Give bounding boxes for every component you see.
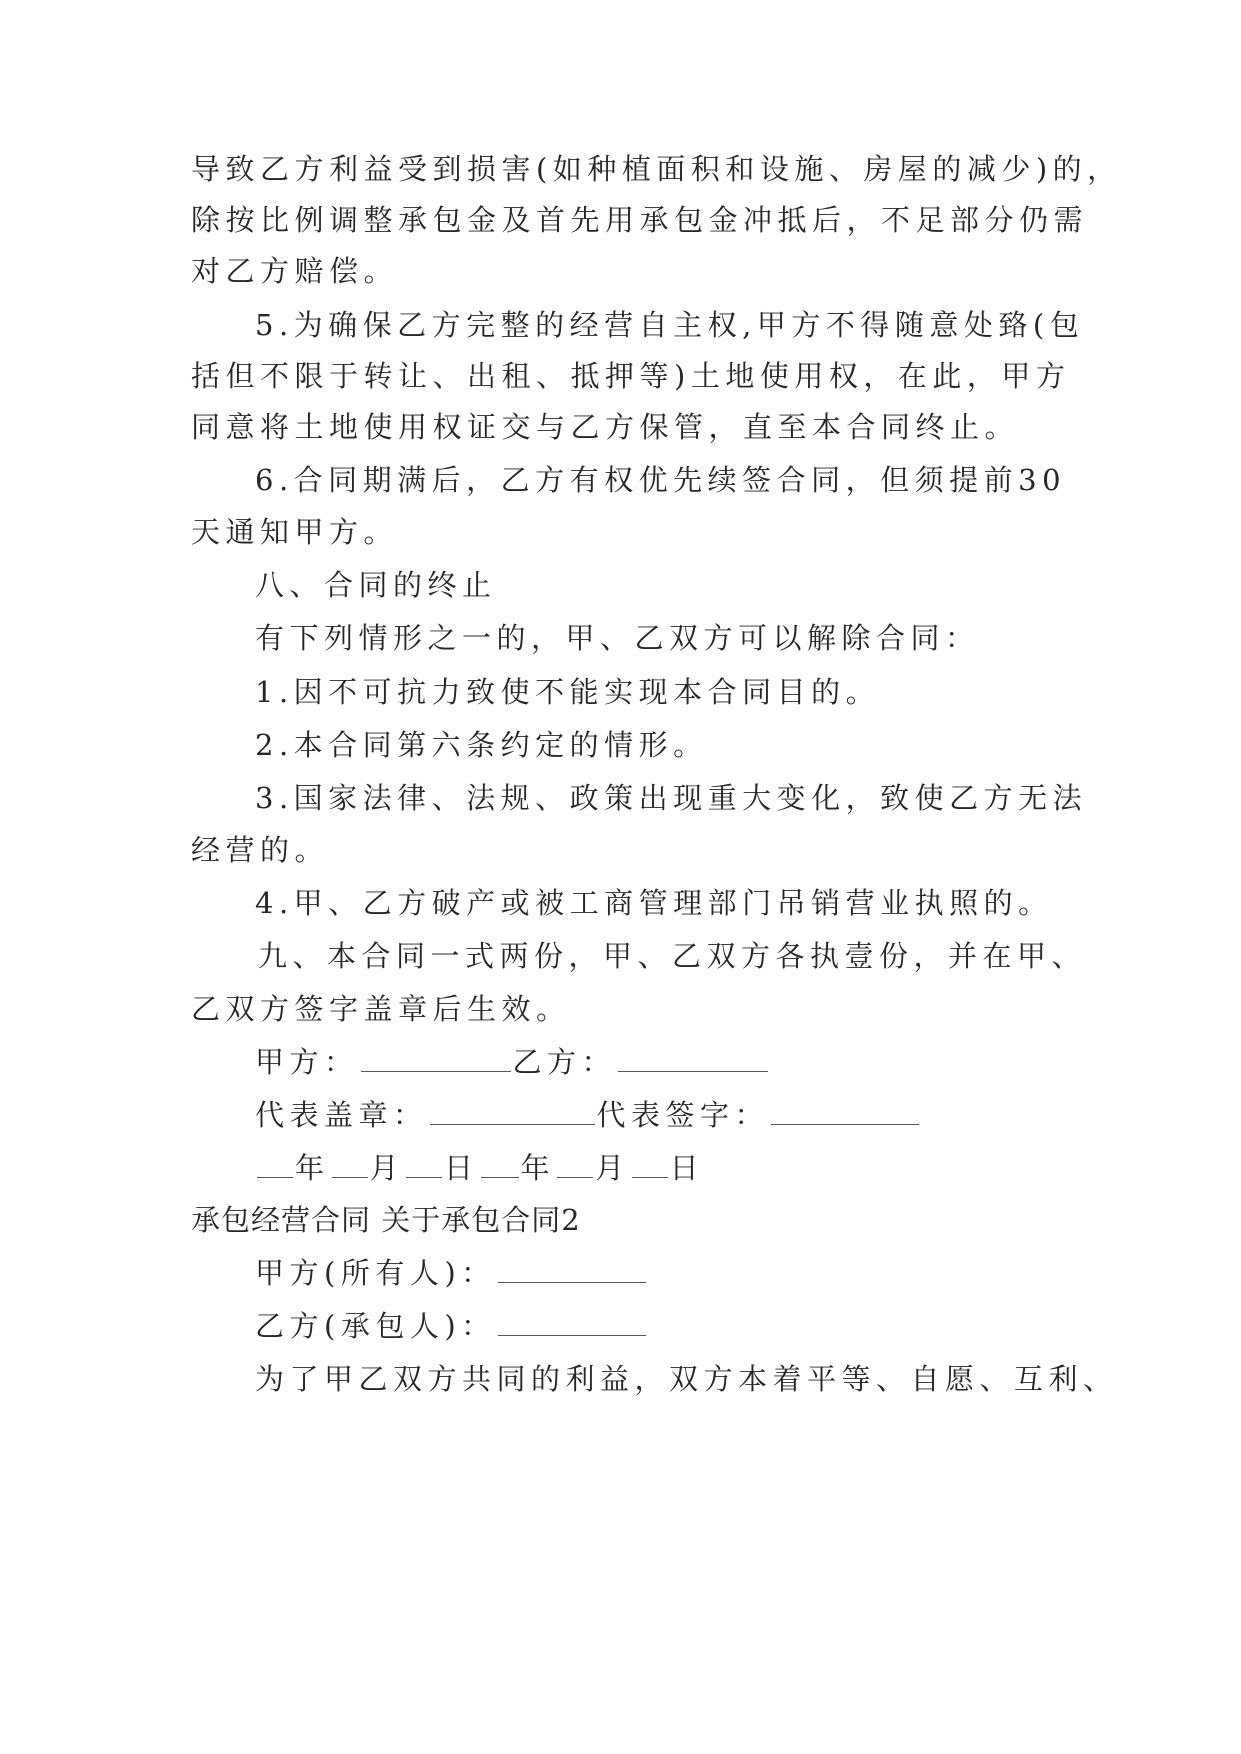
rep-seal-blank bbox=[430, 1100, 595, 1125]
termination-item-3-line-2: 经营的。 bbox=[191, 833, 330, 867]
owner-blank bbox=[498, 1258, 646, 1283]
party-a-label: 甲方： bbox=[255, 1045, 359, 1079]
owner-line bbox=[255, 1253, 648, 1293]
section-title: 承包经营合同 关于承包合同2 bbox=[191, 1203, 581, 1237]
contractor-line bbox=[255, 1306, 648, 1346]
month-blank-a bbox=[332, 1153, 368, 1178]
day-blank-b bbox=[632, 1153, 668, 1178]
contractor-label: 乙方(承包人)： bbox=[255, 1309, 496, 1343]
termination-item-4: 4.甲、乙方破产或被工商管理部门吊销营业执照的。 bbox=[255, 886, 1053, 920]
year-blank-a bbox=[257, 1153, 293, 1178]
month-label-a: 月 bbox=[369, 1151, 405, 1185]
year-blank-b bbox=[481, 1153, 519, 1178]
clause-5-line-1: 5.为确保乙方完整的经营自主权,甲方不得随意处臵(包 bbox=[255, 308, 1085, 342]
month-label-b: 月 bbox=[595, 1151, 630, 1185]
clause-5-line-2: 括但不限于转让、出租、抵押等)土地使用权，在此，甲方 bbox=[191, 359, 1071, 393]
section-8-heading: 八、合同的终止 bbox=[255, 568, 497, 602]
day-label-a: 日 bbox=[444, 1151, 479, 1185]
rep-seal-label: 代表盖章： bbox=[255, 1098, 428, 1132]
year-label-b: 年 bbox=[520, 1151, 556, 1185]
party-b-label: 乙方： bbox=[512, 1045, 617, 1079]
clause-6-line-2: 天通知甲方。 bbox=[191, 515, 399, 549]
termination-item-3-line-1: 3.国家法律、法规、政策出现重大变化，致使乙方无法 bbox=[255, 781, 1088, 815]
clause-6-line-1: 6.合同期满后，乙方有权优先续签合同，但须提前30 bbox=[255, 463, 1067, 497]
representative-signature-line bbox=[255, 1095, 921, 1135]
clause-5-line-3: 同意将土地使用权证交与乙方保管，直至本合同终止。 bbox=[191, 410, 1020, 444]
text-line-3: 对乙方赔偿。 bbox=[191, 254, 399, 288]
termination-item-1: 1.因不可抗力致使不能实现本合同目的。 bbox=[255, 675, 881, 709]
contractor-blank bbox=[498, 1311, 646, 1336]
day-blank-a bbox=[406, 1153, 442, 1178]
section-9-line-1: 九、本合同一式两份，甲、乙双方各执壹份，并在甲、 bbox=[258, 939, 1087, 973]
month-blank-b bbox=[557, 1153, 593, 1178]
party-signature-line bbox=[255, 1042, 770, 1082]
rep-sign-blank bbox=[771, 1100, 919, 1125]
text-line-2: 除按比例调整承包金及首先用承包金冲抵后，不足部分仍需 bbox=[191, 203, 1089, 237]
owner-label: 甲方(所有人)： bbox=[255, 1256, 496, 1290]
rep-sign-label: 代表签字： bbox=[596, 1098, 770, 1132]
day-label-b: 日 bbox=[669, 1151, 705, 1185]
party-a-blank bbox=[361, 1047, 511, 1072]
termination-item-2: 2.本合同第六条约定的情形。 bbox=[255, 728, 708, 762]
year-label-a: 年 bbox=[295, 1151, 330, 1185]
section-9-line-2: 乙双方签字盖章后生效。 bbox=[191, 992, 571, 1026]
date-line bbox=[255, 1148, 704, 1188]
text-line-1: 导致乙方利益受到损害(如种植面积和设施、房屋的减少)的， bbox=[191, 152, 1122, 186]
party-b-blank bbox=[618, 1047, 768, 1072]
closing-line: 为了甲乙双方共同的利益，双方本着平等、自愿、互利、 bbox=[255, 1362, 1118, 1396]
termination-intro: 有下列情形之一的，甲、乙双方可以解除合同： bbox=[255, 621, 980, 655]
